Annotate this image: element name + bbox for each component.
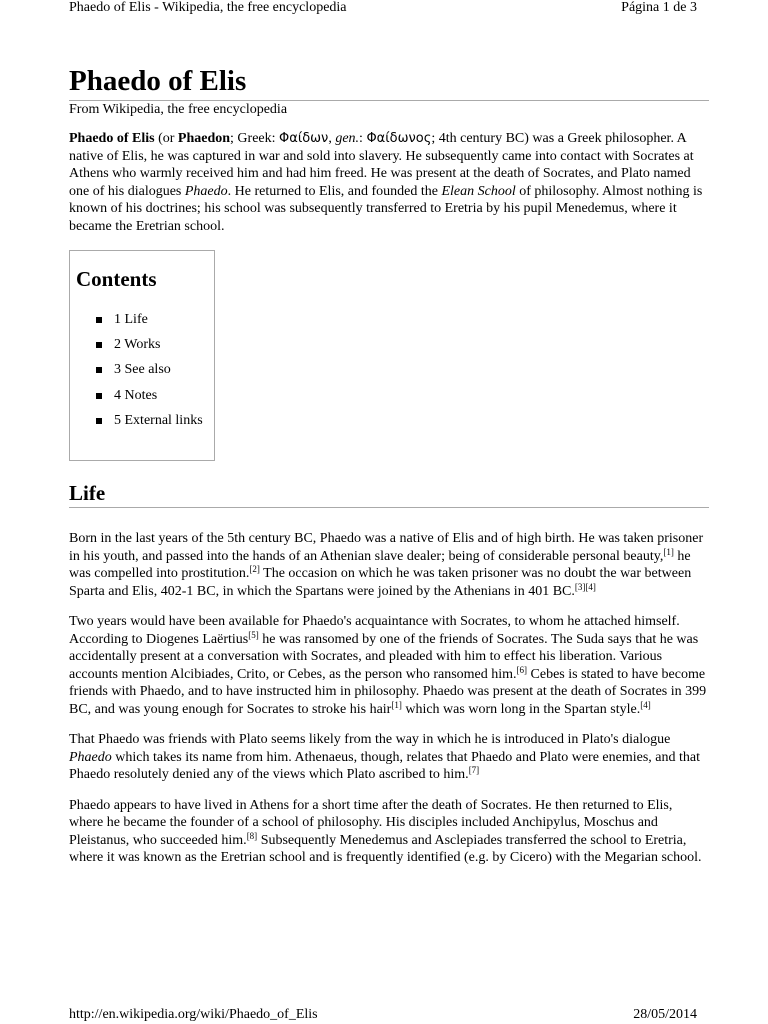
citation-link[interactable]: [3][4] xyxy=(574,581,596,592)
citation-link[interactable]: [5] xyxy=(248,629,259,640)
bullet-icon xyxy=(96,418,102,424)
paragraph-text: which was worn long in the Spartan style. xyxy=(401,701,641,717)
article xyxy=(69,62,709,867)
lead-bold-name: Phaedo of Elis xyxy=(69,131,155,146)
toc-item-label: 5 External links xyxy=(114,412,203,428)
lead-paragraph xyxy=(69,130,709,235)
print-footer xyxy=(69,1007,697,1023)
elean-school-link[interactable]: Elean School xyxy=(441,183,516,199)
print-footer-url: http://en.wikipedia.org/wiki/Phaedo_of_Elis xyxy=(69,1007,318,1022)
toc-item-label: 4 Notes xyxy=(114,387,158,403)
citation-link[interactable]: [4] xyxy=(640,699,651,710)
toc-item-label: 1 Life xyxy=(114,312,148,327)
print-header xyxy=(69,0,697,16)
life-paragraph-2 xyxy=(69,613,709,718)
citation-link[interactable]: [6] xyxy=(516,664,528,675)
lead-text: , xyxy=(328,131,336,146)
lead-text: . He returned to Elis, and founded the xyxy=(227,183,442,199)
print-header-page-number: Página 1 de 3 xyxy=(621,0,697,15)
citation-link[interactable]: [1] xyxy=(391,699,402,710)
lead-text: (or xyxy=(154,131,178,146)
greek-genitive: Φαίδωνος xyxy=(366,131,432,146)
greek-link[interactable]: Φαίδων xyxy=(279,131,329,146)
paragraph-text: which takes its name from him. Athenaeus, though, relates that Phaedo and Plato were enemies, and that Phaedo resolutely denied any of the views which Plato ascribed to him. xyxy=(69,749,700,782)
bullet-icon xyxy=(96,317,102,323)
lead-bold-alt-name: Phaedon xyxy=(177,131,231,146)
life-paragraph-4 xyxy=(69,797,709,867)
lead-text: of philosophy. Almost nothing is known of his doctrines; his school was subsequently transferred to Eretria by his pupil Menedemus, where it became the Eretrian school. xyxy=(69,183,703,234)
bullet-icon xyxy=(96,393,102,399)
bullet-icon xyxy=(96,342,102,348)
toc-item-life[interactable] xyxy=(76,307,214,332)
page-subtitle: From Wikipedia, the free encyclopedia xyxy=(69,102,288,117)
paragraph-text: Born in the last years of the 5th century BC, Phaedo was a native of Elis and of high birth. He was taken prisoner in his youth, and passed into the hands of an Athenian slave dealer; being of considerable personal beauty, xyxy=(69,531,704,564)
paragraph-text: Subsequently Menedemus and Asclepiades transferred the school to Eretria, where it was known as the Eretrian school and is frequently identified (e.g. by Cicero) with the Megarian school. xyxy=(69,832,702,865)
toc-item-works[interactable] xyxy=(76,332,214,357)
paragraph-text: he was compelled into prostitution. xyxy=(69,548,691,581)
citation-link[interactable]: [8] xyxy=(246,830,258,841)
citation-link[interactable]: [2] xyxy=(249,564,260,574)
section-heading-life: Life xyxy=(69,479,709,508)
life-paragraph-3 xyxy=(69,731,709,784)
section-body-life xyxy=(69,530,709,867)
paragraph-text: Two years would have been available for Phaedo's acquaintance with Socrates, to whom he attached himself. According to Diogenes Laërtius xyxy=(69,614,680,647)
lead-text: : xyxy=(359,131,367,146)
table-of-contents xyxy=(69,250,215,461)
citation-link[interactable]: [1] xyxy=(663,546,674,557)
phaedo-dialogue-link[interactable]: Phaedo xyxy=(184,183,228,199)
bullet-icon xyxy=(96,367,102,373)
life-paragraph-1 xyxy=(69,530,709,600)
toc-list xyxy=(76,307,214,433)
lead-text: ; Greek: xyxy=(230,131,280,146)
paragraph-text: Phaedo appears to have lived in Athens for a short time after the death of Socrates. He then returned to Elis, where he became the founder of a school of philosophy. His disciples included Anchipylus, Moschus and Pleistanus, who succeeded him. xyxy=(69,797,673,848)
paragraph-text: The occasion on which he was taken prisoner was no doubt the war between Sparta and Elis, 402-1 BC, in which the Spartans were joined by the Athenians in 401 BC. xyxy=(69,566,692,599)
genitive-label: gen. xyxy=(335,131,360,146)
lead-text: ; 4th century BC) was a Greek philosopher. A native of Elis, he was captured in war and sold into slavery. He subsequently came into contact with Socrates at Athens who warmly received him and had him freed. He was present at the death of Socrates, and Plato named one of his dialogues xyxy=(69,131,694,199)
page-title: Phaedo of Elis xyxy=(69,62,709,101)
toc-item-external-links[interactable] xyxy=(76,408,214,433)
print-footer-date: 28/05/2014 xyxy=(633,1007,697,1022)
toc-item-label: 3 See also xyxy=(114,362,171,378)
paragraph-text: he was ransomed by one of the friends of Socrates. The Suda says that he was accidentally present at a conversation with Socrates, and pleaded with him to effect his liberation. Various accounts mention Alcibiades, Crito, or Cebes, as the person who ransomed him. xyxy=(69,631,699,682)
toc-item-label: 2 Works xyxy=(114,337,161,353)
toc-item-notes[interactable] xyxy=(76,383,214,408)
phaedo-dialogue-link[interactable]: Phaedo xyxy=(69,749,112,765)
paragraph-text: That Phaedo was friends with Plato seems likely from the way in which he is introduced in Plato's dialogue xyxy=(69,732,671,747)
citation-link[interactable]: [7] xyxy=(468,765,480,775)
toc-item-see-also[interactable] xyxy=(76,357,214,382)
paragraph-text: Cebes is stated to have become friends with Phaedo, and to have instructed him in philosophy. Phaedo was present at the death of Socrates in 399 BC, and was young enough for Socrates to stroke his hair xyxy=(69,666,707,717)
print-header-title: Phaedo of Elis - Wikipedia, the free encyclopedia xyxy=(69,0,347,15)
toc-title: Contents xyxy=(76,267,157,291)
